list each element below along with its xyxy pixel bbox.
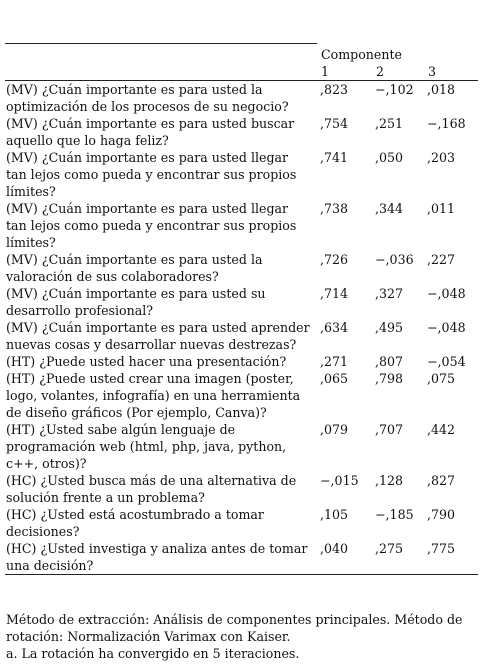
loading-value-component-2: ,327 — [375, 285, 404, 301]
item-text: (HT) ¿Usted sabe algún lenguaje de programación web (html, php, java, python, c++, otros)? — [6, 421, 287, 471]
table-row — [5, 353, 478, 370]
table-row — [5, 285, 478, 319]
loading-value-component-1: ,726 — [320, 251, 349, 267]
loading-value-component-1: ,079 — [320, 421, 349, 437]
rotated-component-matrix — [5, 43, 478, 575]
loading-value-component-3: ,075 — [427, 370, 456, 386]
loading-value-component-1: ,065 — [320, 370, 349, 386]
extraction-method-note: Método de extracción: Análisis de componentes principales. Método de rotación: Normalización Varimax con Kaiser. — [6, 612, 463, 644]
loading-value-component-1: ,714 — [320, 285, 349, 301]
column-header-2: 2 — [372, 63, 424, 81]
loading-value-component-2: ,495 — [375, 319, 404, 335]
table-row — [5, 319, 478, 353]
loading-value-component-2: −,036 — [375, 251, 414, 267]
loading-value-component-1: ,738 — [320, 200, 349, 216]
column-header-1: 1 — [317, 63, 372, 81]
loading-value-component-1: ,634 — [320, 319, 349, 335]
table-row — [5, 421, 478, 472]
table-row — [5, 80, 478, 115]
loading-value-component-1: −,015 — [320, 472, 359, 488]
loading-value-component-1: ,754 — [320, 115, 349, 131]
table-row — [5, 472, 478, 506]
loading-value-component-1: ,040 — [317, 540, 372, 575]
loading-value-component-2: ,251 — [375, 115, 404, 131]
item-text: (MV) ¿Cuán importante es para usted la optimización de los procesos de su negocio? — [6, 81, 289, 114]
column-header-3: 3 — [424, 63, 478, 81]
table-row — [5, 370, 478, 421]
header-blank-cell — [5, 44, 317, 63]
loading-value-component-3: ,442 — [427, 421, 456, 437]
loading-value-component-3: ,203 — [427, 149, 456, 165]
table-notes — [6, 611, 476, 662]
loading-value-component-3: ,011 — [427, 200, 456, 216]
loading-value-component-1: ,823 — [320, 81, 349, 97]
loading-value-component-1: ,105 — [320, 506, 349, 522]
loading-value-component-3: ,227 — [427, 251, 456, 267]
loading-value-component-2: ,707 — [375, 421, 404, 437]
loading-value-component-3: −,054 — [427, 353, 466, 369]
table-row — [5, 200, 478, 251]
loading-value-component-3: ,827 — [427, 472, 456, 488]
loading-value-component-1: ,741 — [320, 149, 349, 165]
table-row — [5, 540, 478, 575]
loading-value-component-2: ,798 — [375, 370, 404, 386]
item-text: (HT) ¿Puede usted hacer una presentación? — [6, 353, 287, 369]
item-text: (MV) ¿Cuán importante es para usted aprender nuevas cosas y desarrollar nuevas destrezas? — [6, 319, 310, 352]
header-row-numbers — [5, 63, 478, 81]
loading-value-component-3: ,775 — [424, 540, 478, 575]
item-text: (HC) ¿Usted está acostumbrado a tomar decisiones? — [6, 506, 264, 539]
table-row — [5, 115, 478, 149]
component-header: Componente — [321, 46, 402, 62]
item-text: (MV) ¿Cuán importante es para usted su desarrollo profesional? — [6, 285, 266, 318]
loading-value-component-3: −,168 — [427, 115, 466, 131]
loading-value-component-3: ,790 — [427, 506, 456, 522]
table-body — [5, 80, 478, 574]
table-row — [5, 506, 478, 540]
loading-value-component-2: −,185 — [375, 506, 414, 522]
rotation-convergence-note: a. La rotación ha convergido en 5 iteraciones. — [6, 646, 300, 661]
loading-value-component-2: ,807 — [375, 353, 404, 369]
loading-value-component-3: −,048 — [427, 319, 466, 335]
table-row — [5, 149, 478, 200]
loading-value-component-2: ,050 — [375, 149, 404, 165]
loading-value-component-3: −,048 — [427, 285, 466, 301]
loading-value-component-3: ,018 — [427, 81, 456, 97]
loading-value-component-2: ,128 — [375, 472, 404, 488]
loading-value-component-2: ,344 — [375, 200, 404, 216]
loading-value-component-2: ,275 — [372, 540, 424, 575]
header-row-component — [5, 44, 478, 63]
factor-loadings-table-container — [5, 43, 478, 575]
item-text: (HT) ¿Puede usted crear una imagen (poster, logo, volantes, infografía) en una herramienta de diseño gráficos (Por ejemplo, Canva)? — [6, 370, 301, 420]
loading-value-component-1: ,271 — [320, 353, 349, 369]
header-blank-cell — [5, 63, 317, 81]
item-text: (MV) ¿Cuán importante es para usted llegar tan lejos como pueda y encontrar sus propios límites? — [6, 149, 297, 199]
item-text: (HC) ¿Usted busca más de una alternativa de solución frente a un problema? — [6, 472, 297, 505]
table-row — [5, 251, 478, 285]
item-text: (MV) ¿Cuán importante es para usted buscar aquello que lo haga feliz? — [6, 115, 295, 148]
item-text: (MV) ¿Cuán importante es para usted llegar tan lejos como pueda y encontrar sus propios límites? — [6, 200, 297, 250]
loading-value-component-2: −,102 — [375, 81, 414, 97]
item-text: (MV) ¿Cuán importante es para usted la valoración de sus colaboradores? — [6, 251, 263, 284]
item-text: (HC) ¿Usted investiga y analiza antes de tomar una decisión? — [5, 540, 317, 575]
